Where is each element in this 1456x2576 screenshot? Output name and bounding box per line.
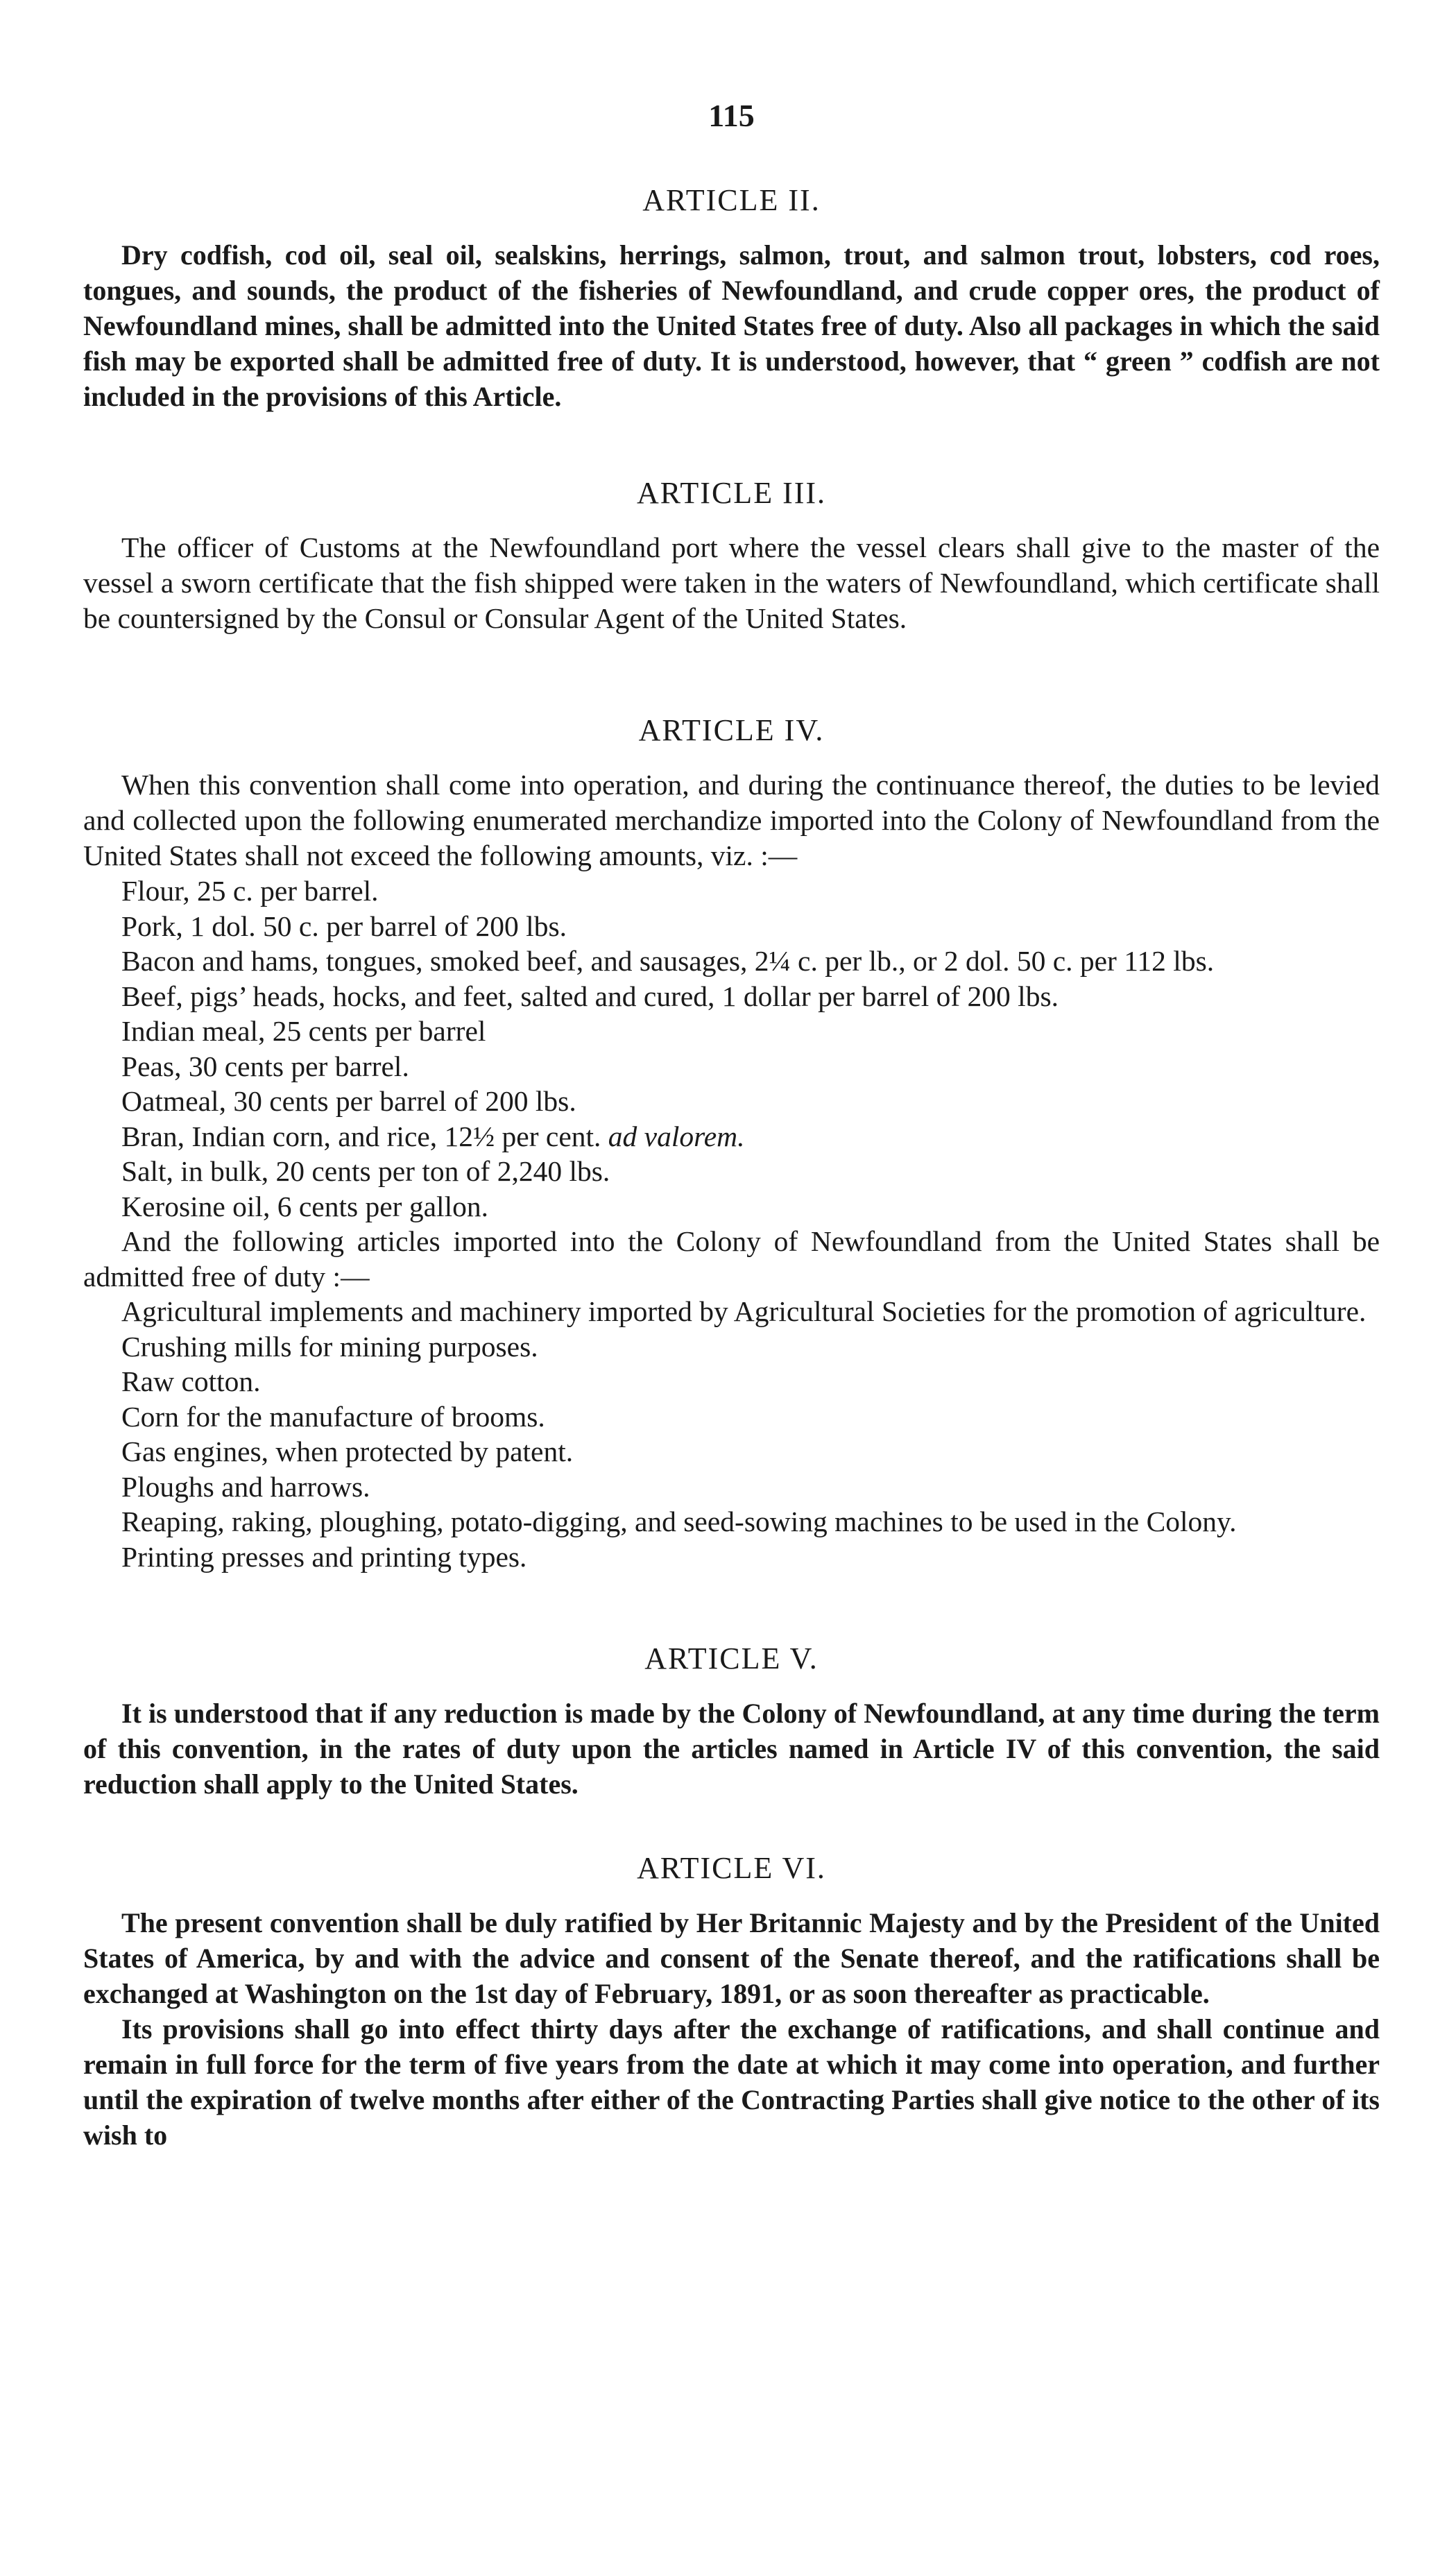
article-5 (83, 1641, 1380, 1802)
ad-valorem-text: ad valorem. (608, 1120, 745, 1152)
article-5-heading: ARTICLE V. (644, 1641, 819, 1675)
article-2-text: Dry codfish, cod oil, seal oil, sealskins, herrings, salmon, trout, and salmon trout, lobsters, cod roes, tongues, and sounds, the product of the fisheries of Newfoundland, and crude copper ores, the product of Newfoundland mines, shall be admitted into the United States free of duty. Also all packages in which the said fish may be exported shall be admitted free of duty. It is understood, however, that “ green ” codfish are not included in the provisions of this Article. (83, 239, 1380, 412)
article-2-heading: ARTICLE II. (642, 183, 821, 217)
free-item: Reaping, raking, ploughing, potato-digging, and seed-sowing machines to be used in the Colony. (121, 1505, 1237, 1537)
free-list-intro: And the following articles imported into the Colony of Newfoundland from the United States shall be admitted free of duty :— (83, 1225, 1380, 1293)
article-6-text-2: Its provisions shall go into effect thirty days after the exchange of ratifications, and shall continue and remain in full force for the term of five years from the date at which it may come into operation, and further until the expiration of twelve months after either of the Contracting Parties shall give notice to the other of its wish to (83, 2013, 1380, 2151)
duty-item: Oatmeal, 30 cents per barrel of 200 lbs. (121, 1085, 576, 1117)
article-6-heading: ARTICLE VI. (637, 1851, 826, 1885)
article-4-heading: ARTICLE IV. (638, 713, 825, 747)
free-item: Gas engines, when protected by patent. (121, 1435, 574, 1467)
duty-item: Beef, pigs’ heads, hocks, and feet, salted and cured, 1 dollar per barrel of 200 lbs. (121, 980, 1059, 1012)
duty-item: Kerosine oil, 6 cents per gallon. (121, 1190, 488, 1222)
duty-item: Peas, 30 cents per barrel. (121, 1050, 409, 1082)
article-2 (83, 182, 1380, 414)
free-item: Ploughs and harrows. (121, 1470, 370, 1503)
page-number: 115 (708, 98, 755, 133)
article-3-heading: ARTICLE III. (636, 476, 827, 510)
article-3 (83, 475, 1380, 636)
duty-list (83, 873, 1380, 1574)
duty-item-bran (83, 1119, 1380, 1154)
free-item: Raw cotton. (121, 1365, 261, 1397)
article-5-text: It is understood that if any reduction is made by the Colony of Newfoundland, at any time during the term of this convention, in the rates of duty upon the articles named in Article IV of this convention, the said reduction shall apply to the United States. (83, 1698, 1380, 1800)
duty-item: Pork, 1 dol. 50 c. per barrel of 200 lbs. (121, 910, 567, 942)
free-item: Agricultural implements and machinery imported by Agricultural Societies for the promotion of agriculture. (121, 1295, 1367, 1327)
article-3-text: The officer of Customs at the Newfoundland port where the vessel clears shall give to the master of the vessel a sworn certificate that the fish shipped were taken in the waters of Newfoundland, which certificate shall be countersigned by the Consul or Consular Agent of the United States. (83, 531, 1380, 634)
duty-item: Flour, 25 c. per barrel. (121, 875, 379, 907)
free-item: Crushing mills for mining purposes. (121, 1330, 538, 1363)
free-item: Corn for the manufacture of brooms. (121, 1400, 545, 1433)
article-4 (83, 713, 1380, 1574)
duty-item: Bacon and hams, tongues, smoked beef, and sausages, 2¼ c. per lb., or 2 dol. 50 c. per 112 lbs. (121, 945, 1215, 977)
duty-item: Salt, in bulk, 20 cents per ton of 2,240 lbs. (121, 1155, 610, 1187)
article-4-intro: When this convention shall come into operation, and during the continuance thereof, the duties to be levied and collected upon the following enumerated merchandize imported into the Colony of Newfoundland from the United States shall not exceed the following amounts, viz. :— (83, 769, 1380, 871)
duty-item-bran-text: Bran, Indian corn, and rice, 12½ per cent. (121, 1120, 601, 1152)
duty-item: Indian meal, 25 cents per barrel (121, 1015, 486, 1047)
free-item: Printing presses and printing types. (121, 1540, 527, 1573)
article-6 (83, 1850, 1380, 2153)
article-6-text-1: The present convention shall be duly ratified by Her Britannic Majesty and by the President of the United States of America, by and with the advice and consent of the Senate thereof, and the ratifications shall be exchanged at Washington on the 1st day of February, 1891, or as soon thereafter as practicable. (83, 1907, 1380, 2009)
